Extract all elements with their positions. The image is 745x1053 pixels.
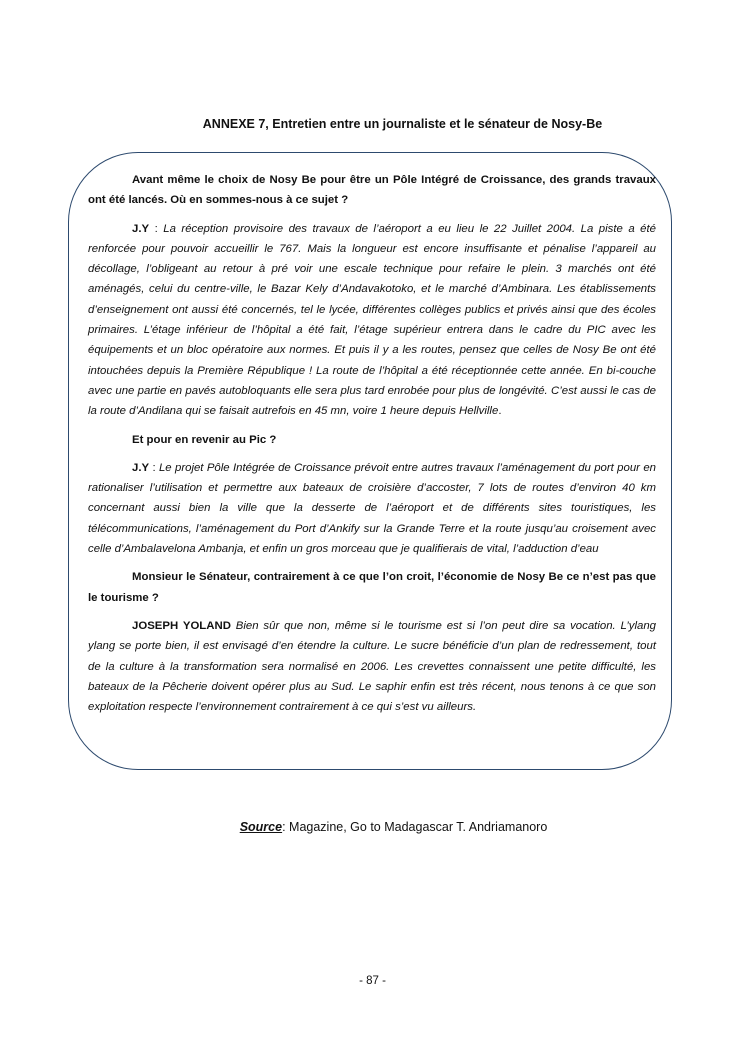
answer-2 [88, 458, 656, 559]
answer-1-text: La réception provisoire des travaux de l’aéroport a eu lieu le 22 Juillet 2004. La piste a été renforcée pour pouvoir accueillir le 767. Mais la longueur est encore insuffisante et pénalise l’appareil au décollage, l’obligeant au retour à pré voir une escale technique pour refaire le plein. 3 marchés ont été aménagés, celui du centre-ville, le Bazar Kely d’Andavakotoko, et le marché d’Ambinara. Les établissements d’enseignement ont aussi été concernés, tel le lycée, différentes collèges publics et privés ainsi que des écoles primaires. L’étage inférieur de l’hôpital a été fait, l’étage supérieur entrera dans le cadre du PIC avec les équipements et un bloc opératoire aux normes. Et puis il y a les routes, pensez que celles de Nosy Be ont été intouchées depuis la Première République ! La route de l’hôpital a été réceptionnée cette année. En bi-couche avec une partie en pavés autobloquants elle sera plus tard enrobée pour plus de longévité. C’est aussi le cas de la route d’Andilana qui se faisait autrefois en 45 mn, voire 1 heure depuis Hellville [88, 222, 656, 418]
question-3: Monsieur le Sénateur, contrairement à ce que l’on croit, l’économie de Nosy Be ce n’est pas que le tourisme ? [88, 571, 656, 604]
annex-title: ANNEXE 7, Entretien entre un journaliste et le sénateur de Nosy-Be [202, 117, 603, 131]
answer-1-ending: . [498, 405, 502, 418]
answer-2-text: Le projet Pôle Intégrée de Croissance prévoit entre autres travaux l’aménagement du port pour en rationaliser l’utilisation et permettre aux bateaux de croisière d’accoster, 7 lots de routes d’environ 40 km concernant aussi bien la ville que la desserte de l’aéroport et de différents sites touristiques, les télécommunications, l’aménagement du Port d’Ankify sur la Grande Terre et la route jusqu’au croisement avec celle d’Ambalavelona Ambanja, et enfin un gros morceau que je qualifierais de vital, l’adduction d’eau [88, 461, 656, 556]
source-text: : Magazine, Go to Madagascar T. Andriamanoro [282, 820, 548, 834]
question-2: Et pour en revenir au Pic ? [132, 433, 277, 446]
answer-1-separator: : [149, 222, 164, 235]
answer-1-speaker: J.Y [132, 222, 150, 235]
interview-content [88, 170, 656, 725]
source-label: Source [239, 820, 283, 834]
answer-3-text: Bien sûr que non, même si le tourisme est si l’on peut dire sa vocation. L’ylang ylang se porte bien, il est envisagé d’en étendre la culture. Le sucre bénéficie d’un plan de redressement, tout de la culture à la transformation sera normalisé en 2006. Les crevettes connaissent une petite difficulté, les bateaux de la Pêcherie doivent opérer plus au Sud. Le saphir enfin est très récent, nous tenons à ce que son exploitation respecte l’environnement contrairement à ce qui s’est vu ailleurs. [88, 619, 657, 714]
answer-2-separator: : [149, 461, 159, 474]
page-number: - 87 - [359, 975, 386, 987]
answer-2-speaker: J.Y [132, 461, 150, 474]
source-line [0, 820, 745, 834]
answer-1 [88, 219, 656, 422]
question-1: Avant même le choix de Nosy Be pour être un Pôle Intégré de Croissance, des grands travaux ont été lancés. Où en sommes-nous à ce sujet ? [88, 174, 656, 207]
answer-3 [88, 616, 656, 717]
answer-3-speaker: JOSEPH YOLAND [132, 619, 231, 632]
